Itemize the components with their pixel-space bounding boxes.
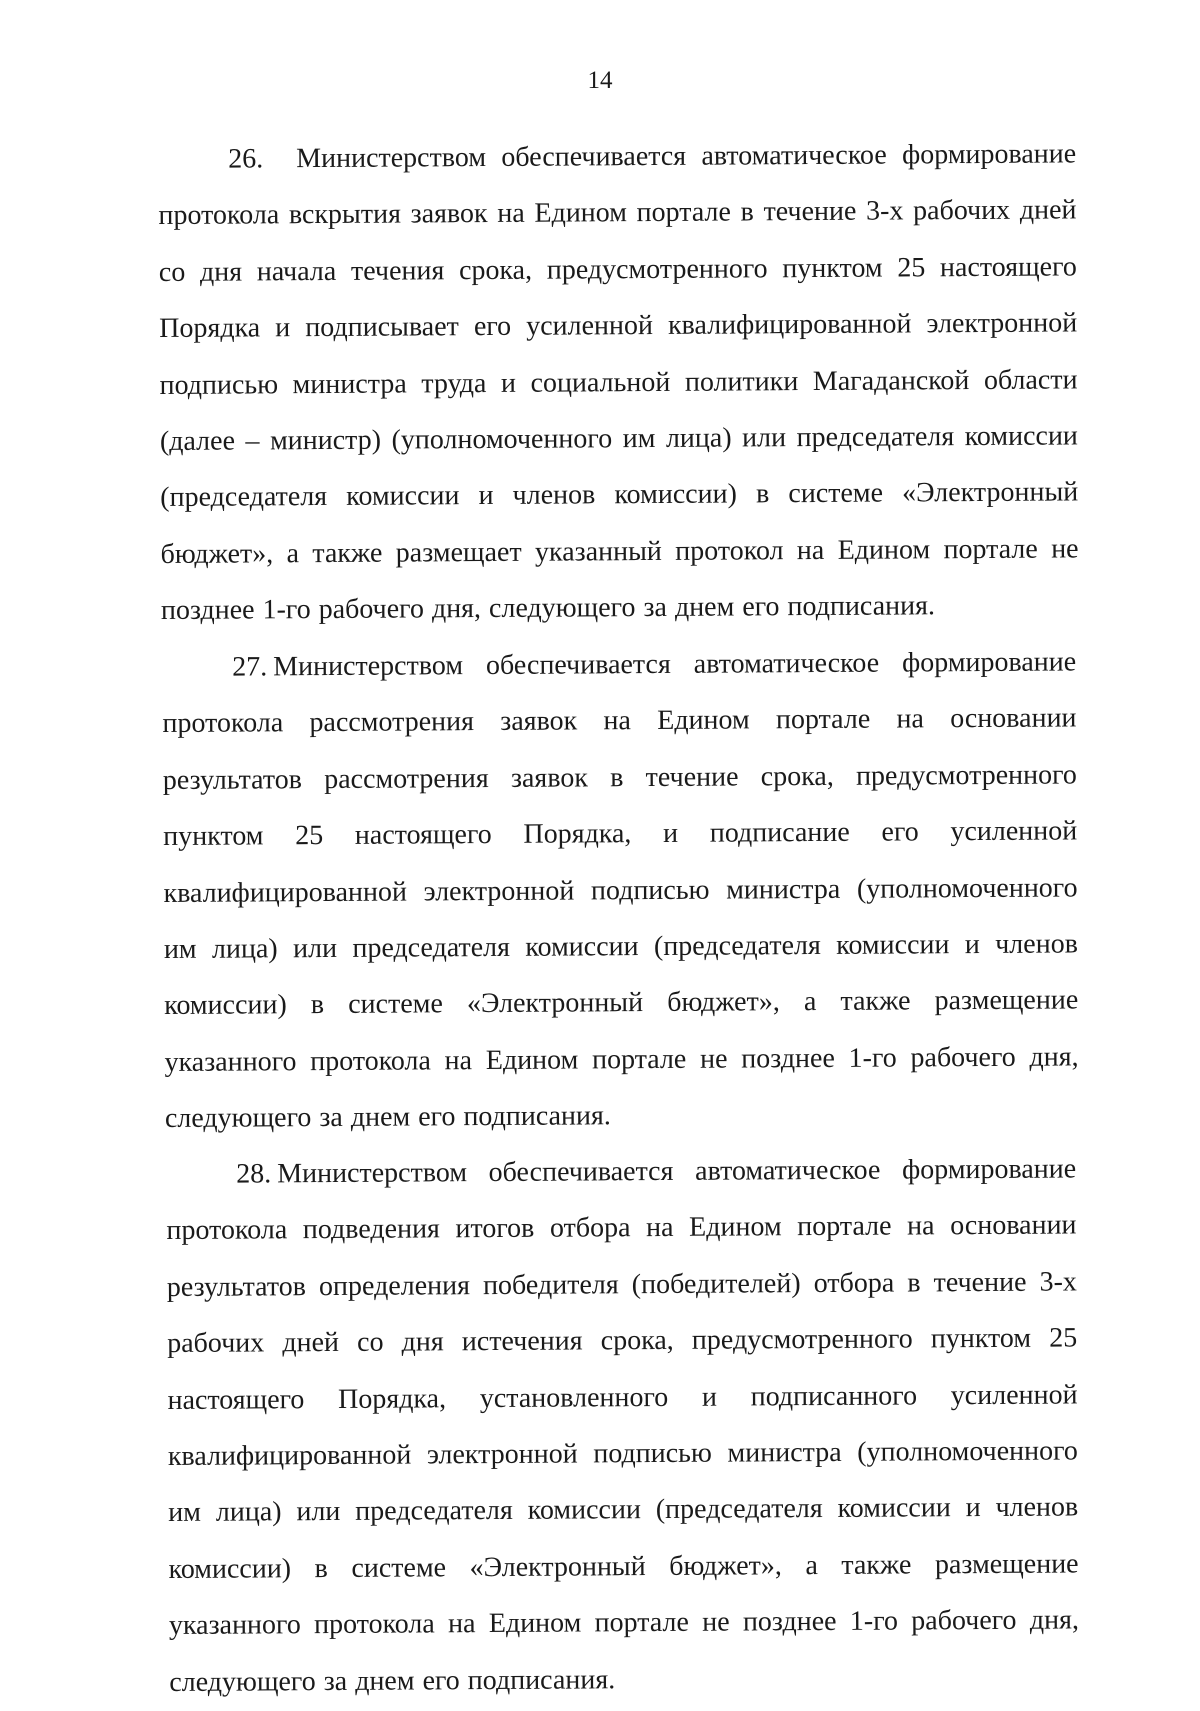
paragraph-27-text: Министерством обеспечивается автоматическое формирование протокола рассмотрения заявок на Едином портале на основании результатов рассмотрения заявок в течение срока, предусмотренного пунктом 25 настоящего Порядка, и подписание его усиленной квалифицированной электронной подписью министра (уполномоченного им лица) или председателя комиссии (председателя комиссии и членов комиссии) в системе «Электронный бюджет», а также размещение указанного протокола на Едином портале не позднее 1-го рабочего дня, следующего за днем его подписания. xyxy=(162,646,1079,1134)
paragraph-27-number: 27. xyxy=(232,651,268,683)
paragraph-26 xyxy=(158,126,1079,639)
page-number: 14 xyxy=(587,67,613,94)
document-body xyxy=(158,132,1080,1711)
paragraph-28-number: 28. xyxy=(236,1158,272,1190)
paragraph-26-text: Министерством обеспечивается автоматическое формирование протокола вскрытия заявок на Едином портале в течение 3-х рабочих дней со дня начала течения срока, предусмотренного пунктом 25 настоящего Порядка и подписывает его усиленной квалифицированной электронной подписью министра труда и социальной политики Магаданской области (далее – министр) (уполномоченного им лица) или председателя комиссии (председателя комиссии и членов комиссии) в системе «Электронный бюджет», а также размещает указанный протокол на Едином портале не позднее 1-го рабочего дня, следующего за днем его подписания. xyxy=(158,138,1079,627)
paragraph-28-text: Министерством обеспечивается автоматическое формирование протокола подведения итогов отбора на Едином портале на основании результатов определения победителя (победителей) отбора в течение 3-х рабочих дней со дня истечения срока, предусмотренного пунктом 25 настоящего Порядка, установленного и подписанного усиленной квалифицированной электронной подписью министра (уполномоченного им лица) или председателя комиссии (председателя комиссии и членов комиссии) в системе «Электронный бюджет», а также размещение указанного протокола на Едином портале не позднее 1-го рабочего дня, следующего за днем его подписания. xyxy=(166,1153,1080,1698)
paragraph-28 xyxy=(166,1142,1079,1711)
paragraph-27 xyxy=(162,634,1079,1147)
paragraph-26-number: 26. xyxy=(228,143,264,175)
